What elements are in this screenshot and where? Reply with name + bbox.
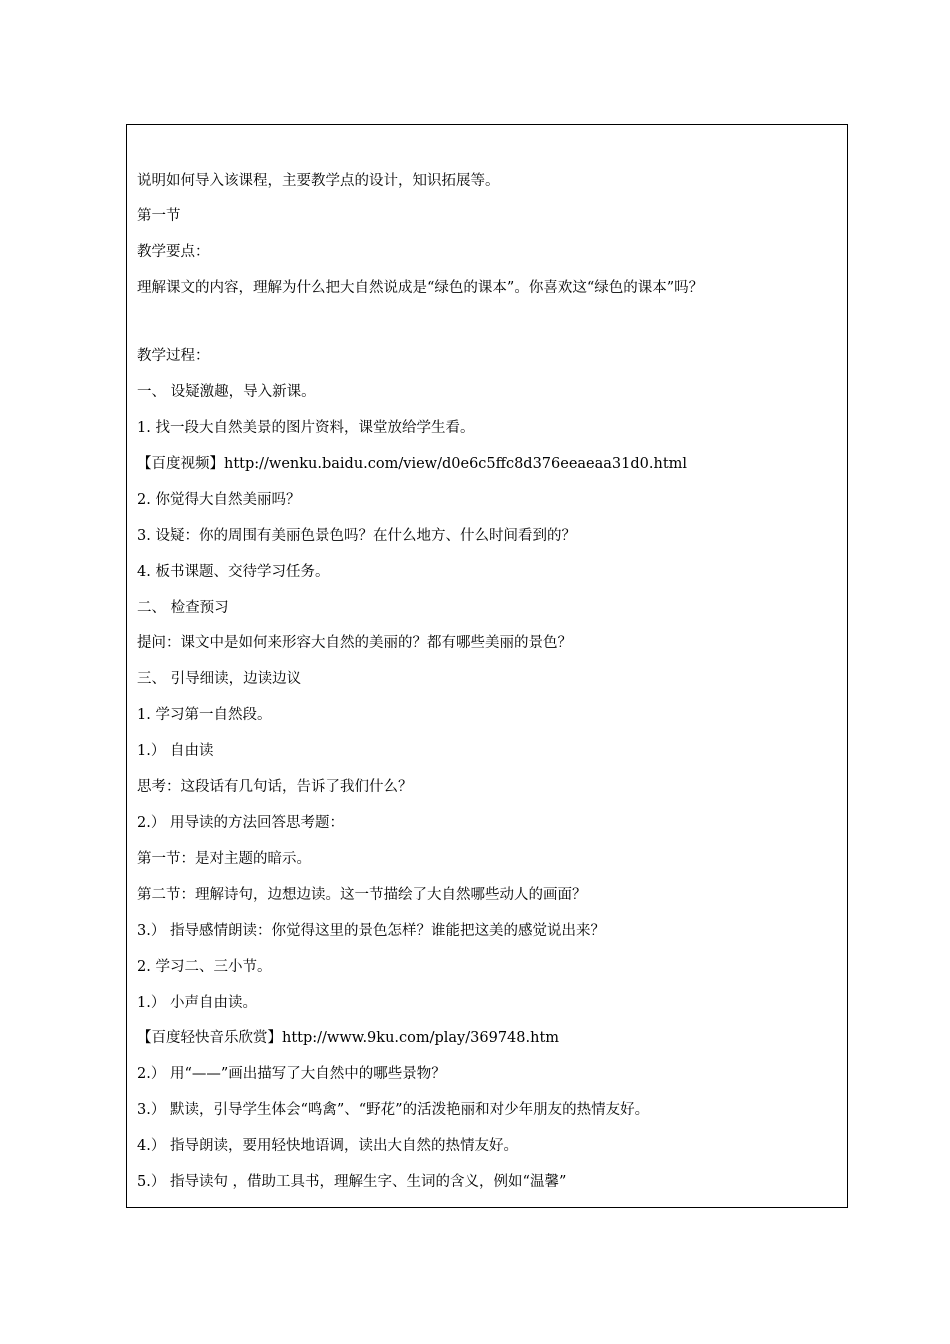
text-line: 2.） 用导读的方法回答思考题： <box>137 815 344 831</box>
text-line: 说明如何导入该课程，主要教学点的设计，知识拓展等。 <box>137 173 500 189</box>
text-line: 提问：课文中是如何来形容大自然的美丽的？都有哪些美丽的景色？ <box>137 635 572 651</box>
text-line: 第一节 <box>137 208 181 224</box>
text-line: 1. 找一段大自然美景的图片资料，课堂放给学生看。 <box>137 420 475 436</box>
text-line: 第一节：是对主题的暗示。 <box>137 851 311 867</box>
text-line: 第二节：理解诗句，边想边读。这一节描绘了大自然哪些动人的画面？ <box>137 887 587 903</box>
text-line: 1. 学习第一自然段。 <box>137 707 272 723</box>
text-line: 教学过程： <box>137 348 210 364</box>
text-line: 5.） 指导读句 ，借助工具书，理解生字、生词的含义，例如“温馨” <box>137 1174 567 1190</box>
text-line: 2. 你觉得大自然美丽吗？ <box>137 492 301 508</box>
text-line: 1.） 小声自由读。 <box>137 995 257 1011</box>
content-table-cell <box>126 124 848 1208</box>
link-line[interactable]: 【百度视频】http://wenku.baidu.com/view/d0e6c5ffc8d376eeaeaa31d0.html <box>137 456 688 472</box>
text-line: 理解课文的内容，理解为什么把大自然说成是“绿色的课本”。你喜欢这“绿色的课本”吗？ <box>137 280 704 296</box>
text-line: 思考：这段话有几句话，告诉了我们什么？ <box>137 779 413 795</box>
text-line: 3.） 默读，引导学生体会“鸣禽”、“野花”的活泼艳丽和对少年朋友的热情友好。 <box>137 1102 650 1118</box>
text-line: 二、 检查预习 <box>137 600 229 616</box>
link-line[interactable]: 【百度轻快音乐欣赏】http://www.9ku.com/play/369748.htm <box>137 1030 560 1046</box>
text-line: 4. 板书课题、交待学习任务。 <box>137 564 330 580</box>
text-line: 2.） 用“——”画出描写了大自然中的哪些景物？ <box>137 1066 446 1082</box>
text-line: 一、 设疑激趣，导入新课。 <box>137 384 316 400</box>
text-line: 教学要点： <box>137 244 210 260</box>
text-line: 1.） 自由读 <box>137 743 214 759</box>
text-line: 3.） 指导感情朗读：你觉得这里的景色怎样？谁能把这美的感觉说出来？ <box>137 923 605 939</box>
text-line: 三、 引导细读，边读边议 <box>137 671 302 687</box>
text-line: 3. 设疑：你的周围有美丽色景色吗？在什么地方、什么时间看到的？ <box>137 528 576 544</box>
text-line: 2. 学习二、三小节。 <box>137 959 272 975</box>
text-line: 4.） 指导朗读，要用轻快地语调，读出大自然的热情友好。 <box>137 1138 518 1154</box>
